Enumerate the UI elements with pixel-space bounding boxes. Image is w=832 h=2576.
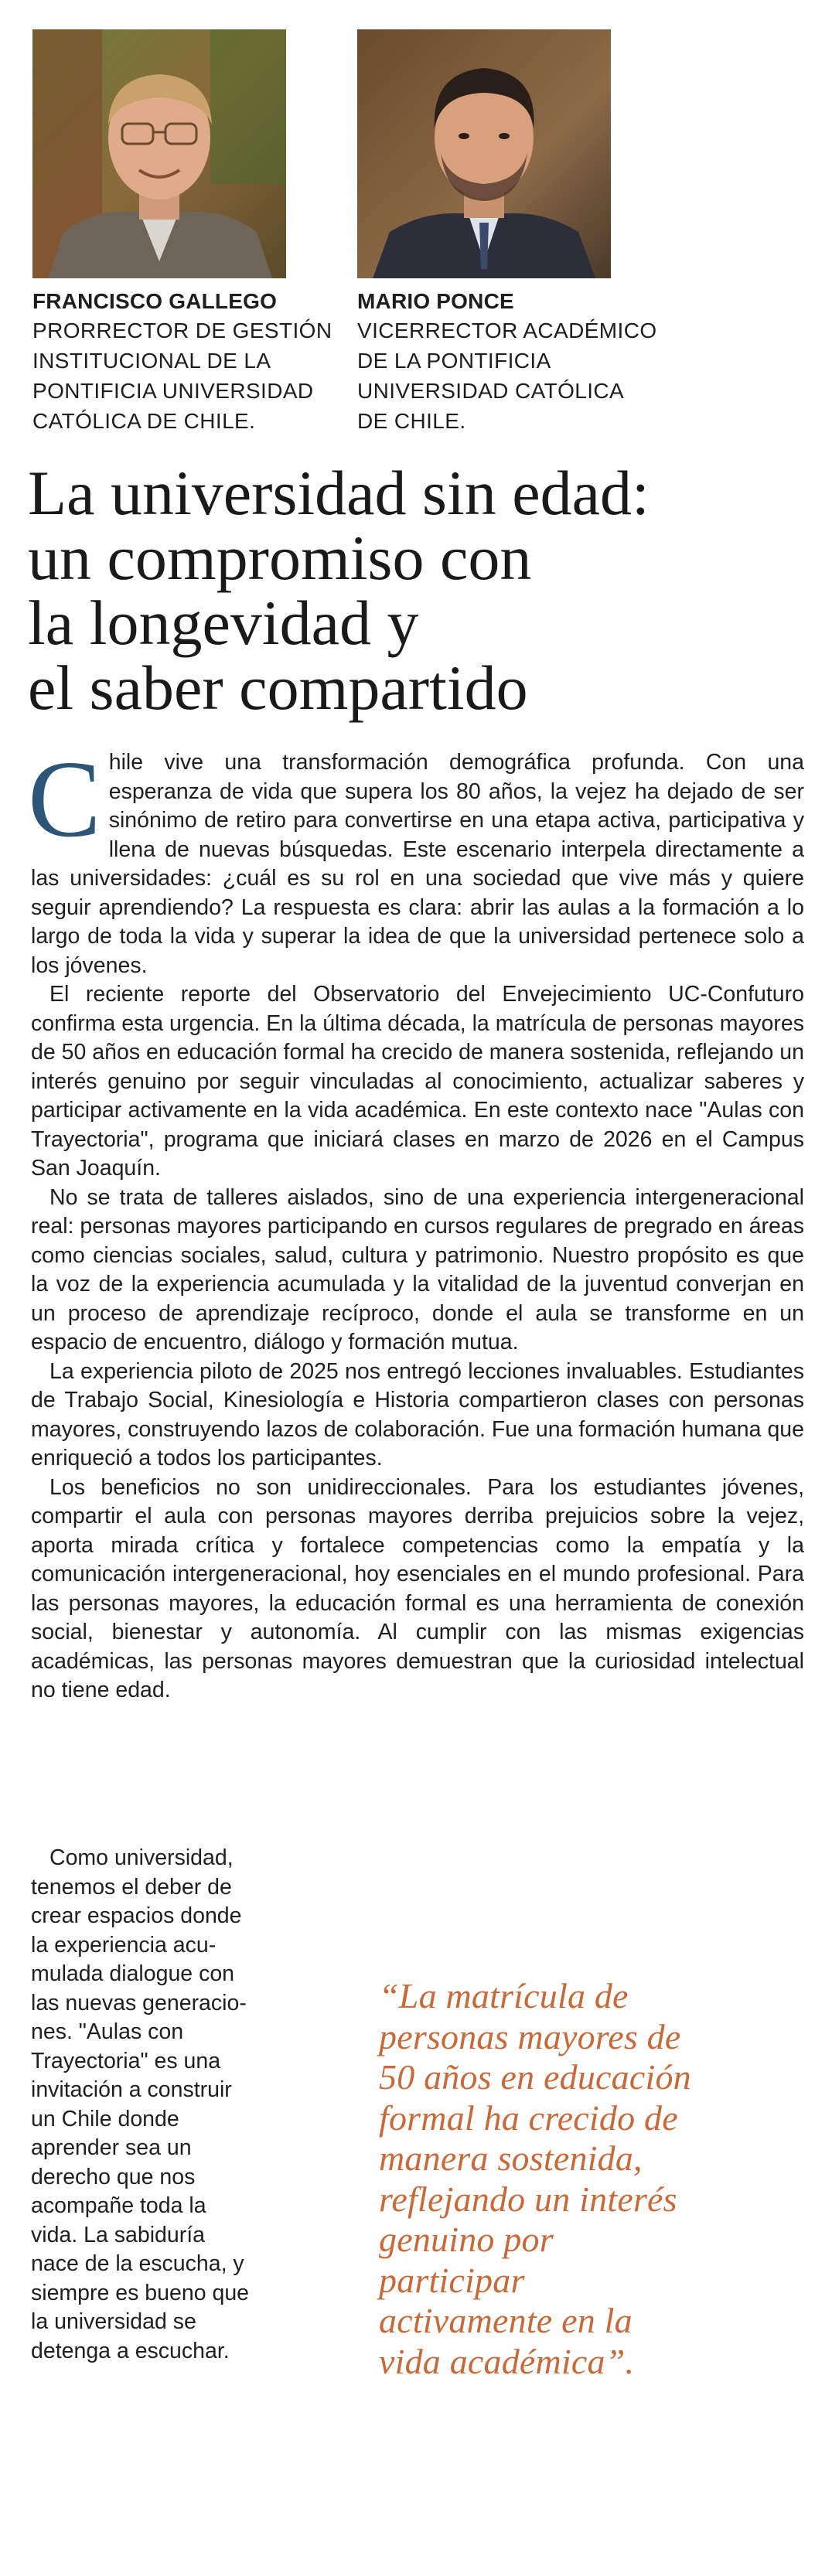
- paragraph-5: Los beneficios no son unidireccionales. Para los estudiantes jóvenes, compartir el aula con personas mayores derriba prejuicios sobre la vejez, aporta mirada crítica y fortalece competencias como la empatía y la comunicación intergeneracional, hoy esenciales en el mundo profesional. Para las personas mayores, la educación formal es una herramienta de conexión social, bienestar y autonomía. Al cumplir con las mismas exigencias académicas, las personas mayores demuestran que la curiosidad intelectual no tiene edad.: [31, 1474, 804, 1702]
- pull-quote-line: participar: [379, 2260, 525, 2300]
- headline-line: un compromiso con: [28, 523, 532, 593]
- closing-line: vida. La sabiduría: [31, 2222, 205, 2247]
- drop-cap: C: [28, 738, 101, 860]
- closing-paragraph: [31, 1844, 286, 2366]
- closing-line: aprender sea un: [31, 2135, 192, 2160]
- pull-quote-line: personas mayores de: [379, 2016, 681, 2056]
- article-body: [28, 738, 804, 1705]
- closing-line: detenga a escuchar.: [31, 2338, 230, 2363]
- closing-line: crear espacios donde: [31, 1903, 242, 1928]
- closing-line: la universidad se: [31, 2309, 196, 2334]
- paragraph-4: La experiencia piloto de 2025 nos entregó lecciones invaluables. Estudiantes de Trabajo Social, Kinesiología e Historia compartieron clases con personas mayores, construyendo lazos de colaboración. Fue una formación humana que enriqueció a todos los participantes.: [31, 1358, 804, 1470]
- headline-line: el saber compartido: [28, 653, 528, 723]
- pull-quote-line: reflejando un interés: [379, 2179, 677, 2219]
- closing-line: las nuevas generacio-: [31, 1990, 247, 2015]
- paragraph-1: [28, 738, 804, 980]
- author-photo-mario-ponce: [357, 29, 611, 278]
- pull-quote-line: 50 años en educación: [379, 2057, 691, 2097]
- pull-quote: [379, 1976, 812, 2382]
- author-role: [357, 315, 657, 436]
- closing-line: Como universidad,: [49, 1845, 234, 1870]
- author-role-line: DE LA PONTIFICIA: [357, 349, 551, 373]
- pull-quote-line: vida académica”.: [379, 2341, 635, 2381]
- closing-line: la experiencia acu-: [31, 1932, 217, 1958]
- closing-line: invitación a construir: [31, 2077, 232, 2102]
- closing-line: Trayectoria" es una: [31, 2048, 221, 2073]
- pull-quote-line: “La matrícula de: [379, 1976, 629, 2015]
- closing-line: tenemos el deber de: [31, 1874, 232, 1900]
- paragraph-2: El reciente reporte del Observatorio del Envejecimiento UC-Confuturo confirma esta urgencia. En la última década, la matrícula de personas mayores de 50 años en educación formal ha crecido de manera sostenida, reflejando un interés genuino por seguir vinculadas al conocimiento, actualizar saberes y participar activamente en la vida académica. En este contexto nace "Aulas con Trayectoria", programa que iniciará clases en marzo de 2026 en el Campus San Joaquín.: [31, 982, 804, 1181]
- author-mario-ponce: [357, 29, 657, 436]
- paragraph-text: hile vive una transformación demográfica profunda. Con una esperanza de vida que supera los 80 años, la vejez ha dejado de ser sinónimo de retiro para convertirse en una etapa activa, participativa y llena de nuevas búsquedas. Este escenario interpela directamente a las universidades: ¿cuál es su rol en una sociedad que vive más y quiere seguir aprendiendo? La respuesta es clara: abrir las aulas a la formación a lo largo de toda la vida y superar la idea de que la universidad pertenece solo a los jóvenes.: [31, 750, 804, 978]
- closing-line: nes. "Aulas con: [31, 2019, 184, 2044]
- author-photo-francisco-gallego: [32, 29, 286, 278]
- author-role-line: PRORRECTOR DE GESTIÓN: [32, 319, 332, 342]
- headline: [28, 458, 809, 723]
- closing-line: mulada dialogue con: [31, 1961, 235, 1986]
- closing-line: un Chile donde: [31, 2106, 179, 2131]
- author-role-line: DE CHILE.: [357, 409, 466, 433]
- closing-line: siempre es bueno que: [31, 2280, 250, 2305]
- author-role-line: PONTIFICIA UNIVERSIDAD: [32, 379, 314, 403]
- pull-quote-line: activamente en la: [379, 2301, 633, 2340]
- headline-line: La universidad sin edad:: [28, 458, 650, 528]
- pull-quote-line: genuino por: [379, 2220, 554, 2259]
- author-francisco-gallego: [32, 29, 332, 436]
- headline-line: la longevidad y: [28, 588, 419, 658]
- closing-line: nace de la escucha, y: [31, 2251, 244, 2276]
- author-name: MARIO PONCE: [357, 289, 514, 313]
- author-role-line: UNIVERSIDAD CATÓLICA: [357, 379, 625, 403]
- pull-quote-line: formal ha crecido de: [379, 2097, 678, 2138]
- closing-line: acompañe toda la: [31, 2193, 206, 2218]
- closing-line: derecho que nos: [31, 2164, 196, 2189]
- author-role-line: VICERRECTOR ACADÉMICO: [357, 319, 657, 342]
- author-role-line: CATÓLICA DE CHILE.: [32, 409, 256, 433]
- pull-quote-line: manera sostenida,: [379, 2138, 643, 2178]
- author-role-line: INSTITUCIONAL DE LA: [32, 349, 271, 373]
- author-role: [32, 315, 332, 436]
- paragraph-3: No se trata de talleres aislados, sino de una experiencia intergeneracional real: personas mayores participando en cursos regulares de pregrado en áreas como ciencias sociales, salud, cultura y patrimonio. Nuestro propósito es que la voz de la experiencia acumulada y la vitalidad de la juventud converjan en un proceso de aprendizaje recíproco, donde el aula se transforme en un espacio de encuentro, diálogo y formación mutua.: [31, 1184, 804, 1354]
- author-name: FRANCISCO GALLEGO: [32, 289, 278, 313]
